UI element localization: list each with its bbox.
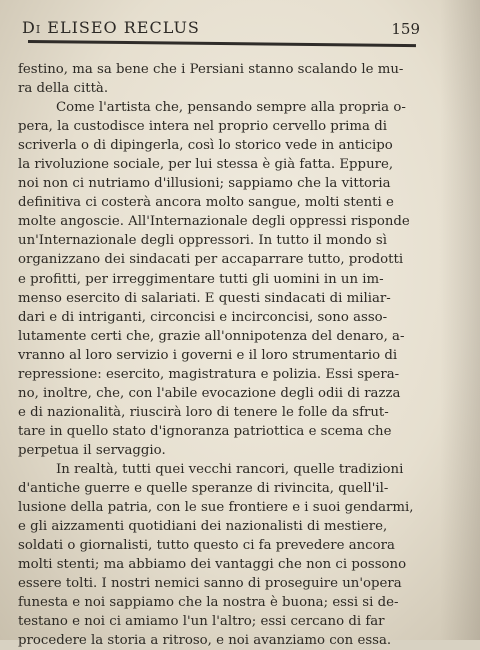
text-line: pera, la custodisce intera nel proprio cervello prima di xyxy=(18,119,387,135)
text-line: dari e di intriganti, circoncisi e incirconcisi, sono asso- xyxy=(18,309,388,325)
page-number: 159 xyxy=(391,20,420,38)
text-line: lutamente certi che, grazie all'onnipotenza del denaro, a- xyxy=(18,328,405,344)
text-line: Come l'artista che, pensando sempre alla propria o- xyxy=(56,100,406,116)
text-line: vranno al loro servizio i governi e il loro strumentario di xyxy=(18,347,398,363)
text-line: testano e noi ci amiamo l'un l'altro; essi cercano di far xyxy=(18,614,385,630)
text-line: un'Internazionale degli oppressori. In tutto il mondo sì xyxy=(18,233,387,249)
body-text xyxy=(18,60,418,650)
text-line: funesta e noi sappiamo che la nostra è buona; essi si de- xyxy=(18,595,399,611)
text-line: molte angoscie. All'Internazionale degli oppressi risponde xyxy=(18,214,410,230)
text-line: festino, ma sa bene che i Persiani stanno scalando le mu- xyxy=(18,62,404,77)
text-line: essere tolti. I nostri nemici sanno di proseguire un'opera xyxy=(18,576,402,592)
page-edge-shadow xyxy=(440,0,480,640)
text-line: In realtà, tutti quei vecchi rancori, quelle tradizioni xyxy=(56,461,404,477)
text-line: no, inoltre, che, con l'abile evocazione degli odii di razza xyxy=(18,385,401,401)
text-line: d'antiche guerre e quelle speranze di rivincita, quell'il- xyxy=(18,481,389,497)
text-line: molti stenti; ma abbiamo dei vantaggi che non ci possono xyxy=(18,557,407,573)
text-line: perpetua il servaggio. xyxy=(18,442,166,458)
text-line: e gli aizzamenti quotidiani dei nazionalisti di mestiere, xyxy=(18,519,388,535)
text-line: scriverla o di dipingerla, così lo storico vede in anticipo xyxy=(18,138,393,154)
running-head: Di ELISEO RECLUS xyxy=(22,18,200,37)
text-line: e profitti, per irreggimentare tutti gli uomini in un im- xyxy=(18,271,384,287)
text-line: noi non ci nutriamo d'illusioni; sappiamo che la vittoria xyxy=(18,176,391,192)
text-line: tare in quello stato d'ignoranza patriottica e scema che xyxy=(18,423,392,439)
text-line: e di nazionalità, riuscirà loro di tenere le folle da sfrut- xyxy=(18,404,389,420)
text-line: soldati o giornalisti, tutto questo ci fa prevedere ancora xyxy=(18,538,395,554)
text-line: ra della città. xyxy=(18,81,109,97)
text-line: repressione: esercito, magistratura e polizia. Essi spera- xyxy=(18,366,400,382)
text-line: la rivoluzione sociale, per lui stessa è già fatta. Eppure, xyxy=(18,157,394,173)
text-line: organizzano dei sindacati per accaparrare tutto, prodotti xyxy=(18,252,404,268)
text-line: menso esercito di salariati. E questi sindacati di miliar- xyxy=(18,290,391,306)
text-line: lusione della patria, con le sue frontiere e i suoi gendarmi, xyxy=(18,500,414,516)
page-header xyxy=(22,14,420,44)
text-line: procedere la storia a ritroso, e noi avanziamo con essa. xyxy=(18,633,392,649)
text-line: definitiva ci costerà ancora molto sangue, molti stenti e xyxy=(18,195,394,211)
